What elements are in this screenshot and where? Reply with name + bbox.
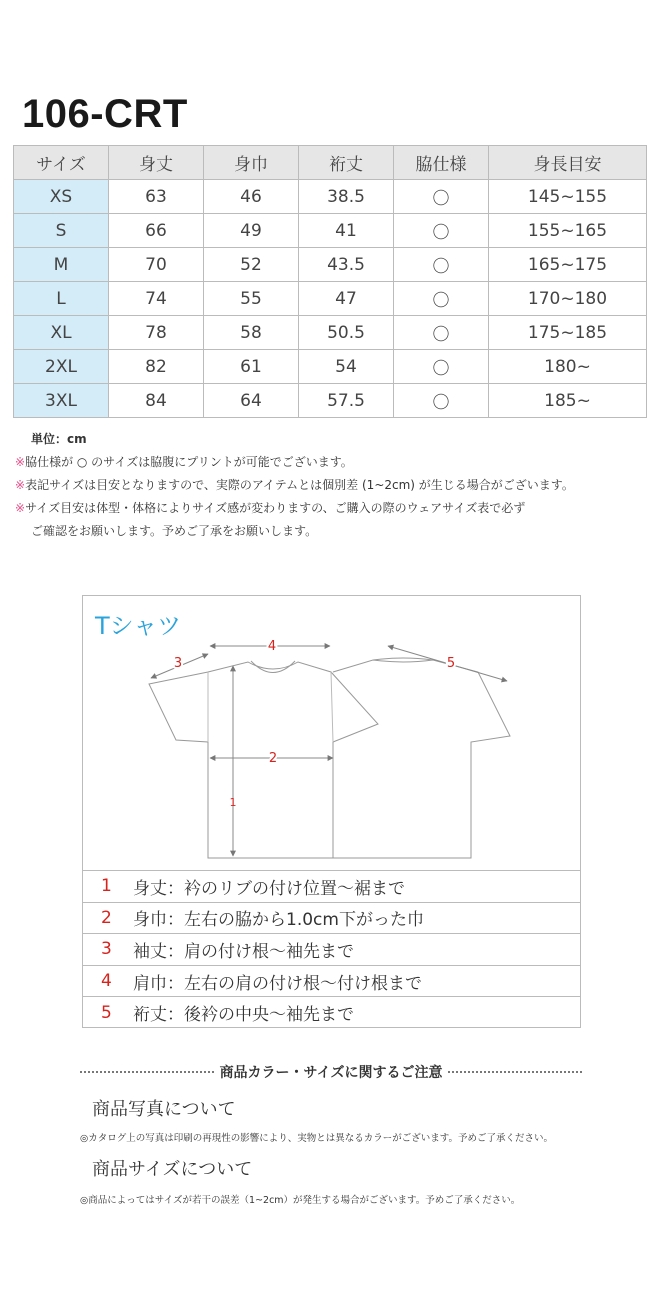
legend-row — [83, 933, 580, 965]
size-value-cell: 〇 — [394, 316, 489, 350]
legend-num: 2 — [101, 907, 112, 928]
size-value-cell: 50.5 — [299, 316, 394, 350]
legend-text: 裄丈：後衿の中央～袖先まで — [133, 1005, 354, 1026]
note-mark: ※ — [15, 455, 26, 469]
size-value-cell: 〇 — [394, 180, 489, 214]
size-value-cell: 64 — [204, 384, 299, 418]
legend-num: 3 — [101, 939, 112, 960]
size-value-cell: 57.5 — [299, 384, 394, 418]
product-code: 106-CRT — [22, 92, 188, 136]
size-value-cell: 175~185 — [489, 316, 647, 350]
measure-label-5: 5 — [446, 656, 456, 671]
size-value-cell: 82 — [109, 350, 204, 384]
dotted-divider-left — [80, 1071, 214, 1073]
size-value-cell: 70 — [109, 248, 204, 282]
size-row — [14, 214, 647, 248]
header-sleeve-length: 裄丈 — [299, 146, 394, 180]
header-height-guide: 身長目安 — [489, 146, 647, 180]
size-value-cell: 54 — [299, 350, 394, 384]
tshirt-diagram — [82, 595, 581, 1028]
size-cell: XL — [14, 316, 109, 350]
size-value-cell: 〇 — [394, 384, 489, 418]
photo-section-text: ◎カタログ上の写真は印刷の再現性の影響により、実物とは異なるカラーがございます。予めご了承ください。 — [80, 1133, 554, 1144]
legend-text: 身巾：左右の脇から1.0cm下がった巾 — [133, 910, 424, 931]
measure-label-1: 1 — [229, 796, 237, 809]
size-value-cell: 74 — [109, 282, 204, 316]
size-value-cell: 49 — [204, 214, 299, 248]
measure-label-4: 4 — [267, 639, 277, 654]
size-value-cell: 〇 — [394, 350, 489, 384]
legend-num: 5 — [101, 1002, 112, 1023]
legend-num: 4 — [101, 971, 112, 992]
note-1: ※脇仕様が ○ のサイズは脇腹にプリントが可能でございます。 — [15, 455, 353, 469]
size-row — [14, 180, 647, 214]
measurement-legend — [83, 870, 580, 1028]
header-body-length: 身丈 — [109, 146, 204, 180]
tshirt-front-collar — [251, 661, 295, 673]
header-side-spec: 脇仕様 — [394, 146, 489, 180]
size-cell: 2XL — [14, 350, 109, 384]
legend-row — [83, 996, 580, 1028]
legend-row — [83, 902, 580, 934]
note-mark: ※ — [15, 501, 26, 515]
photo-section-heading: 商品写真について — [92, 1099, 236, 1120]
legend-text: 肩巾：左右の肩の付け根～付け根まで — [133, 973, 422, 994]
size-table — [13, 145, 647, 418]
size-value-cell: 52 — [204, 248, 299, 282]
legend-text: 袖丈：肩の付け根～袖先まで — [133, 941, 354, 962]
size-cell: 3XL — [14, 384, 109, 418]
size-cell: L — [14, 282, 109, 316]
size-value-cell: 185~ — [489, 384, 647, 418]
unit-label: 単位：cm — [31, 432, 87, 446]
header-size: サイズ — [14, 146, 109, 180]
size-row — [14, 384, 647, 418]
note-mark: ※ — [15, 478, 26, 492]
size-notes — [15, 428, 574, 543]
size-value-cell: 84 — [109, 384, 204, 418]
size-value-cell: 〇 — [394, 282, 489, 316]
size-value-cell: 180~ — [489, 350, 647, 384]
note-3: ※サイズ目安は体型・体格によりサイズ感が変わりますの、ご購入の際のウェアサイズ表で必ず — [15, 501, 526, 515]
size-value-cell: 47 — [299, 282, 394, 316]
measure-label-3: 3 — [173, 656, 183, 671]
size-value-cell: 170~180 — [489, 282, 647, 316]
size-section-heading: 商品サイズについて — [92, 1159, 253, 1180]
size-value-cell: 〇 — [394, 248, 489, 282]
size-row — [14, 248, 647, 282]
size-value-cell: 58 — [204, 316, 299, 350]
size-row — [14, 282, 647, 316]
size-row — [14, 316, 647, 350]
size-value-cell: 78 — [109, 316, 204, 350]
size-value-cell: 41 — [299, 214, 394, 248]
tshirt-front-outline — [149, 662, 378, 858]
size-section-text: ◎商品によってはサイズが若干の誤差（1~2cm）が発生する場合がございます。予めご了承ください。 — [80, 1195, 521, 1206]
size-value-cell: 46 — [204, 180, 299, 214]
note-2: ※表記サイズは目安となりますので、実際のアイテムとは個別差 (1~2cm) が生じる場合がございます。 — [15, 478, 574, 492]
caution-header — [80, 1062, 582, 1082]
measure-label-2: 2 — [268, 751, 278, 766]
legend-row — [83, 965, 580, 997]
size-row — [14, 350, 647, 384]
size-value-cell: 145~155 — [489, 180, 647, 214]
size-value-cell: 63 — [109, 180, 204, 214]
note-3-continued: ご確認をお願いします。予めご了承をお願いします。 — [31, 524, 318, 538]
size-cell: XS — [14, 180, 109, 214]
size-value-cell: 38.5 — [299, 180, 394, 214]
size-value-cell: 〇 — [394, 214, 489, 248]
size-table-header — [14, 146, 647, 180]
size-cell: S — [14, 214, 109, 248]
tshirt-back-outline — [333, 660, 510, 858]
size-value-cell: 66 — [109, 214, 204, 248]
diagram-title: Tシャツ — [95, 612, 182, 640]
size-value-cell: 155~165 — [489, 214, 647, 248]
size-value-cell: 61 — [204, 350, 299, 384]
caution-title: 商品カラー・サイズに関するご注意 — [219, 1065, 443, 1081]
legend-text: 身丈：衿のリブの付け位置～裾まで — [133, 878, 405, 899]
legend-num: 1 — [101, 876, 112, 897]
size-value-cell: 43.5 — [299, 248, 394, 282]
legend-row — [83, 870, 580, 902]
dotted-divider-right — [448, 1071, 582, 1073]
tshirt-illustration — [83, 596, 582, 870]
size-cell: M — [14, 248, 109, 282]
header-body-width: 身巾 — [204, 146, 299, 180]
size-value-cell: 165~175 — [489, 248, 647, 282]
size-value-cell: 55 — [204, 282, 299, 316]
